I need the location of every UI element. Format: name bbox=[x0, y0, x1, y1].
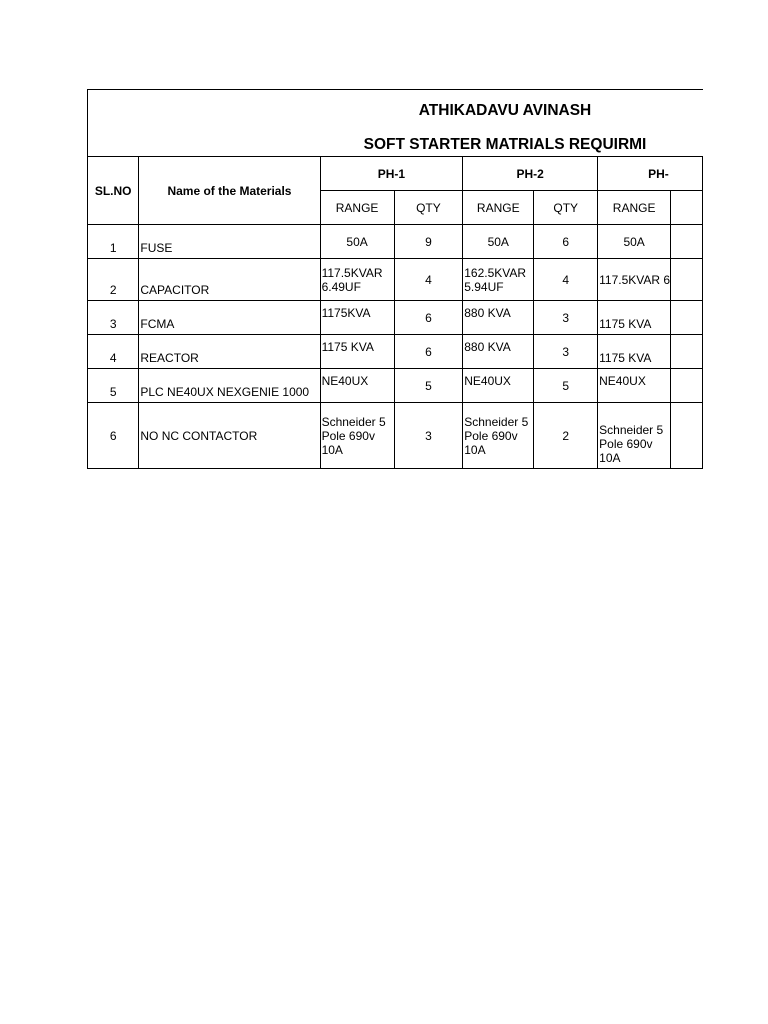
header-ph2-range: RANGE bbox=[463, 191, 534, 225]
header-ph3-range: RANGE bbox=[598, 191, 671, 225]
materials-table bbox=[87, 156, 703, 469]
row-ph3-qty bbox=[671, 335, 703, 369]
row-ph2-range: 50A bbox=[463, 225, 534, 259]
row-ph3-qty bbox=[671, 403, 703, 469]
header-ph1: PH-1 bbox=[320, 157, 463, 191]
row-ph2-range: Schneider 5 Pole 690v 10A bbox=[463, 403, 534, 469]
row-ph3-qty bbox=[671, 301, 703, 335]
sheet-title: ATHIKADAVU AVINASH bbox=[418, 102, 592, 119]
header-ph3: PH- bbox=[598, 157, 703, 191]
row-slno: 3 bbox=[88, 301, 139, 335]
row-material-name: FUSE bbox=[139, 225, 320, 259]
row-ph2-range: NE40UX bbox=[463, 369, 534, 403]
header-ph2: PH-2 bbox=[463, 157, 598, 191]
row-material-name: PLC NE40UX NEXGENIE 1000 bbox=[139, 369, 320, 403]
row-ph2-qty: 3 bbox=[534, 335, 598, 369]
table-row bbox=[88, 335, 703, 369]
table-row bbox=[88, 403, 703, 469]
row-material-name: NO NC CONTACTOR bbox=[139, 403, 320, 469]
row-ph1-qty: 3 bbox=[394, 403, 463, 469]
row-ph1-range: NE40UX bbox=[320, 369, 394, 403]
table-row bbox=[88, 369, 703, 403]
row-slno: 4 bbox=[88, 335, 139, 369]
table-row bbox=[88, 259, 703, 301]
table-row bbox=[88, 301, 703, 335]
row-ph2-qty: 4 bbox=[534, 259, 598, 301]
row-ph1-qty: 6 bbox=[394, 335, 463, 369]
row-ph1-range: 1175 KVA bbox=[320, 335, 394, 369]
row-slno: 6 bbox=[88, 403, 139, 469]
table-row bbox=[88, 225, 703, 259]
row-ph2-qty: 5 bbox=[534, 369, 598, 403]
row-ph2-qty: 6 bbox=[534, 225, 598, 259]
row-ph1-qty: 4 bbox=[394, 259, 463, 301]
row-ph1-range: 1175KVA bbox=[320, 301, 394, 335]
row-material-name: REACTOR bbox=[139, 335, 320, 369]
row-material-name: CAPACITOR bbox=[139, 259, 320, 301]
header-ph2-qty: QTY bbox=[534, 191, 598, 225]
row-ph1-qty: 6 bbox=[394, 301, 463, 335]
row-ph1-qty: 5 bbox=[394, 369, 463, 403]
row-ph3-qty bbox=[671, 259, 703, 301]
row-slno: 1 bbox=[88, 225, 139, 259]
header-ph3-qty bbox=[671, 191, 703, 225]
row-ph2-range: 880 KVA bbox=[463, 335, 534, 369]
row-ph2-range: 880 KVA bbox=[463, 301, 534, 335]
header-row-phases bbox=[88, 157, 703, 191]
sheet-subtitle: SOFT STARTER MATRIALS REQUIRMI bbox=[363, 136, 647, 153]
header-ph1-qty: QTY bbox=[394, 191, 463, 225]
row-ph2-range: 162.5KVAR 5.94UF bbox=[463, 259, 534, 301]
title-block bbox=[87, 89, 703, 157]
row-ph3-range: 1175 KVA bbox=[598, 335, 671, 369]
header-slno: SL.NO bbox=[88, 157, 139, 225]
row-ph3-range: 1175 KVA bbox=[598, 301, 671, 335]
row-slno: 2 bbox=[88, 259, 139, 301]
row-ph1-range: Schneider 5 Pole 690v 10A bbox=[320, 403, 394, 469]
row-ph3-range: NE40UX bbox=[598, 369, 671, 403]
header-material-name: Name of the Materials bbox=[139, 157, 320, 225]
row-ph2-qty: 2 bbox=[534, 403, 598, 469]
row-ph1-range: 117.5KVAR 6.49UF bbox=[320, 259, 394, 301]
row-slno: 5 bbox=[88, 369, 139, 403]
row-ph3-range: 50A bbox=[598, 225, 671, 259]
materials-sheet bbox=[87, 89, 703, 471]
row-ph1-qty: 9 bbox=[394, 225, 463, 259]
row-ph3-qty bbox=[671, 225, 703, 259]
row-material-name: FCMA bbox=[139, 301, 320, 335]
row-ph3-range: Schneider 5 Pole 690v 10A bbox=[598, 403, 671, 469]
row-ph3-range: 117.5KVAR 6 bbox=[598, 259, 671, 301]
header-ph1-range: RANGE bbox=[320, 191, 394, 225]
row-ph1-range: 50A bbox=[320, 225, 394, 259]
row-ph3-qty bbox=[671, 369, 703, 403]
row-ph2-qty: 3 bbox=[534, 301, 598, 335]
